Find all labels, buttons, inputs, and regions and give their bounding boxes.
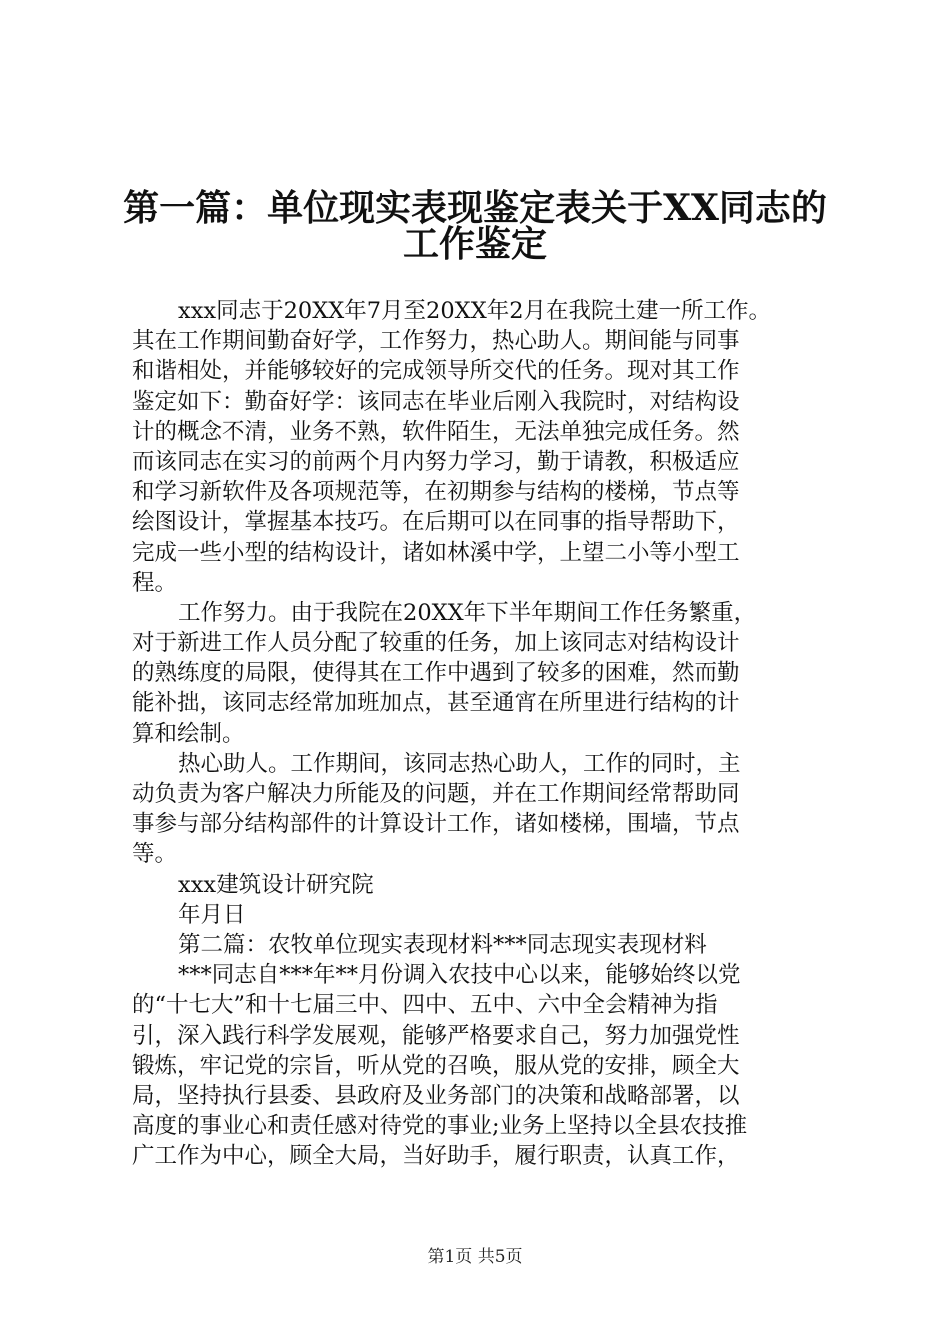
body-line: 鉴定如下：勤奋好学：该同志在毕业后刚入我院时，对结构设 (132, 388, 740, 415)
body-line: 算和绘制。 (132, 720, 245, 747)
body-line: 完成一些小型的结构设计，诸如林溪中学，上望二小等小型工 (132, 539, 740, 566)
body-line: 工作努力。由于我院在20XX年下半年期间工作任务繁重， (178, 599, 757, 626)
body-line: 等。 (132, 841, 178, 868)
body-line: 局，坚持执行县委、县政府及业务部门的决策和战略部署，以 (132, 1082, 740, 1109)
body-line: 引，深入践行科学发展观，能够严格要求自己，努力加强党性 (132, 1022, 740, 1049)
body-line: 和谐相处，并能够较好的完成领导所交代的任务。现对其工作 (132, 358, 740, 385)
body-line: 和学习新软件及各项规范等，在初期参与结构的楼梯，节点等 (132, 479, 740, 506)
document-title-line-2: 工作鉴定 (402, 223, 547, 265)
body-line: 对于新进工作人员分配了较重的任务，加上该同志对结构设计 (132, 630, 740, 657)
body-line: 其在工作期间勤奋好学，工作努力，热心助人。期间能与同事 (132, 328, 740, 355)
body-line: ***同志自***年**月份调入农技中心以来，能够始终以党 (178, 962, 741, 989)
body-line: 锻炼，牢记党的宗旨，听从党的召唤，服从党的安排，顾全大 (132, 1052, 740, 1079)
body-line: xxx同志于20XX年7月至20XX年2月在我院土建一所工作。 (178, 298, 772, 324)
body-line: 高度的事业心和责任感对待党的事业;业务上坚持以全县农技推 (132, 1113, 748, 1140)
body-line: 广工作为中心，顾全大局，当好助手，履行职责，认真工作， (132, 1143, 740, 1170)
body-line: 的熟练度的局限，使得其在工作中遇到了较多的困难，然而勤 (132, 660, 740, 687)
body-line: 而该同志在实习的前两个月内努力学习，勤于请教，积极适应 (132, 448, 740, 475)
body-line: xxx建筑设计研究院 (178, 871, 374, 898)
body-line: 能补拙，该同志经常加班加点，甚至通宵在所里进行结构的计 (132, 690, 740, 717)
body-line: 程。 (132, 569, 178, 596)
page-footer: 第1页 共5页 (427, 1247, 523, 1267)
document-body (132, 296, 852, 1171)
body-line: 绘图设计，掌握基本技巧。在后期可以在同事的指导帮助下， (132, 509, 740, 536)
body-line: 计的概念不清，业务不熟，软件陌生，无法单独完成任务。然 (132, 418, 740, 445)
body-line: 年月日 (178, 901, 246, 928)
body-line: 热心助人。工作期间，该同志热心助人，工作的同时，主 (178, 750, 741, 777)
body-line: 的“十七大”和十七届三中、四中、五中、六中全会精神为指 (132, 992, 718, 1019)
body-line: 第二篇：农牧单位现实表现材料***同志现实表现材料 (178, 931, 707, 958)
body-line: 动负责为客户解决力所能及的问题，并在工作期间经常帮助同 (132, 781, 740, 807)
body-line: 事参与部分结构部件的计算设计工作，诸如楼梯，围墙，节点 (132, 811, 740, 838)
document-title-line-1: 第一篇：单位现实表现鉴定表关于XX同志的 (123, 187, 827, 229)
